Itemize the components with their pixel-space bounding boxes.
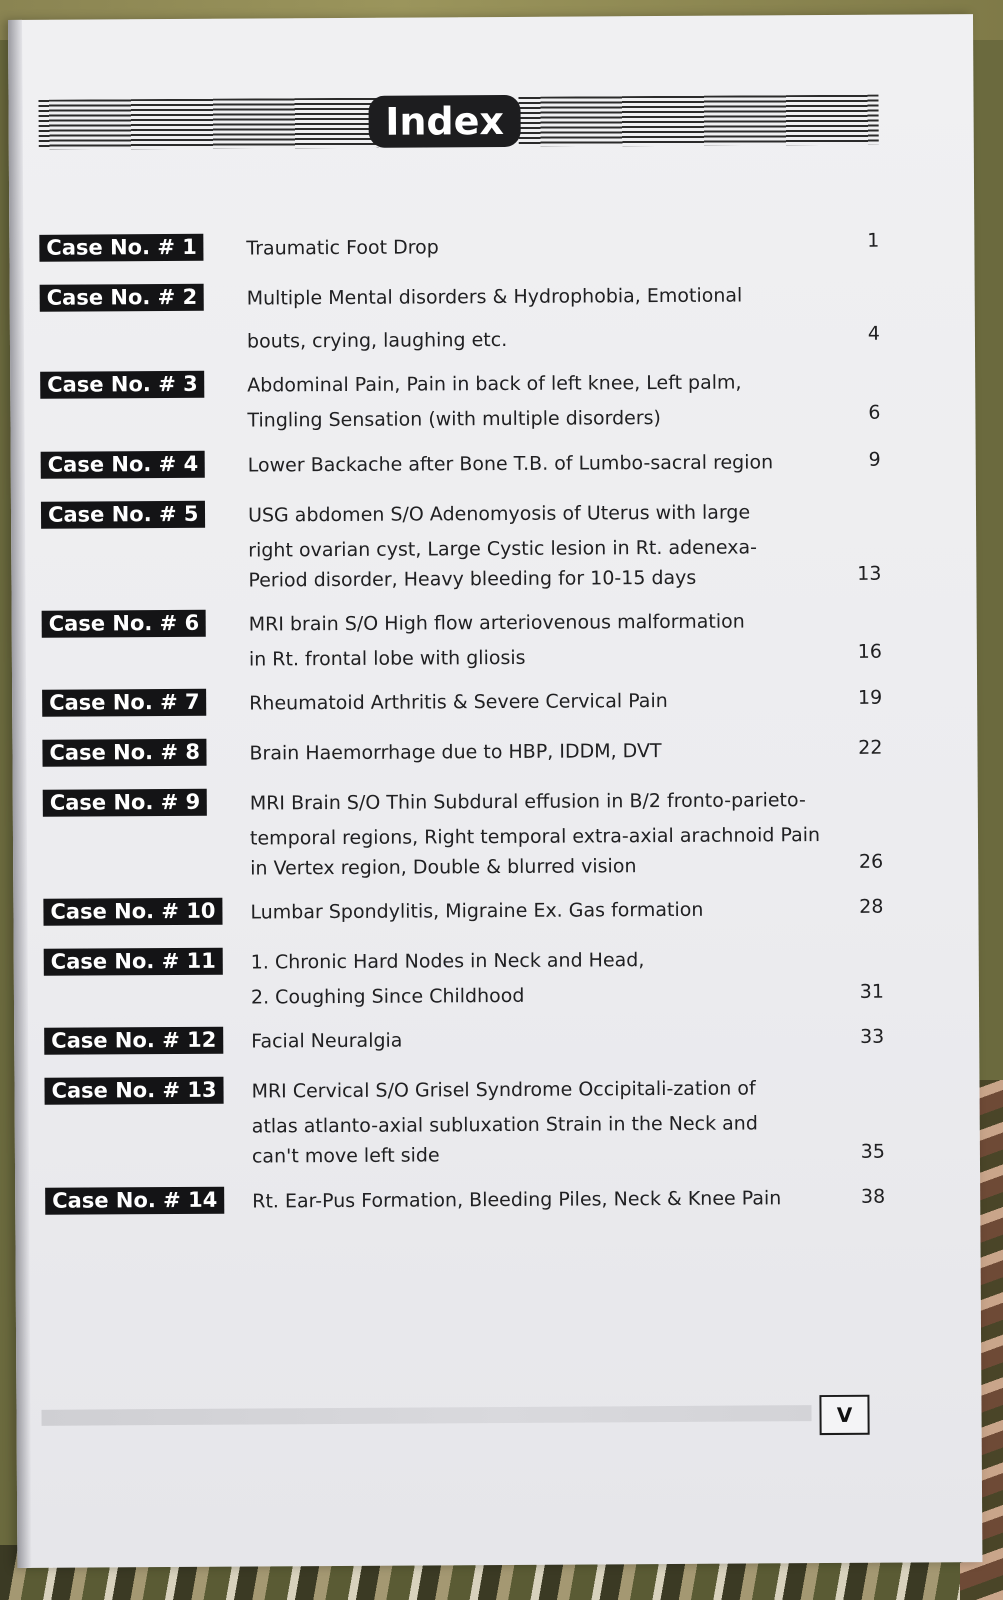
index-entry	[43, 785, 884, 880]
page-number-roman: V	[819, 1395, 869, 1435]
page-number: 33	[859, 1025, 885, 1048]
entry-description	[252, 1185, 782, 1214]
entry-line: Brain Haemorrhage due to HBP, IDDM, DVT	[249, 740, 662, 765]
entry-line: Rt. Ear-Pus Formation, Bleeding Piles, Neck & Knee Pain	[252, 1187, 782, 1213]
index-header	[38, 95, 878, 150]
entry-line: 2. Coughing Since Childhood	[250, 984, 525, 1009]
entry-description	[247, 369, 767, 433]
entry-description	[251, 946, 771, 1010]
entry-description	[250, 896, 770, 925]
page-number: 31	[859, 980, 885, 1003]
entry-line: MRI Cervical S/O Grisel Syndrome Occipitali-zation of	[251, 1077, 756, 1103]
page-title: Index	[368, 95, 520, 148]
entry-description	[246, 232, 766, 261]
index-entry	[42, 606, 882, 671]
index-entry	[44, 1023, 885, 1053]
index-entry	[41, 447, 881, 477]
case-label: Case No. # 10	[43, 898, 222, 926]
page-number: 22	[858, 736, 883, 759]
entry-description	[249, 737, 769, 766]
page-number: 13	[857, 562, 882, 585]
entry-line: Tingling Sensation (with multiple disorders)	[247, 407, 661, 432]
entry-description	[249, 687, 769, 716]
case-label: Case No. # 11	[44, 948, 223, 976]
entry-description	[251, 1025, 771, 1054]
case-label: Case No. # 3	[40, 371, 205, 399]
entry-line: can't move left side	[251, 1144, 440, 1168]
entry-line: 1. Chronic Hard Nodes in Neck and Head,	[250, 949, 645, 974]
index-entry	[40, 367, 881, 432]
entry-line: bouts, crying, laughing etc.	[246, 328, 508, 353]
entry-line: in Rt. frontal lobe with gliosis	[248, 646, 526, 671]
page-number: 4	[867, 322, 880, 345]
entry-description	[249, 608, 769, 672]
page-number: 19	[857, 686, 883, 709]
case-label: Case No. # 14	[45, 1187, 224, 1215]
index-entry	[41, 497, 882, 592]
header-rules-left	[38, 98, 378, 150]
case-label: Case No. # 4	[41, 451, 206, 479]
case-label: Case No. # 8	[42, 739, 207, 767]
case-label: Case No. # 1	[39, 234, 204, 262]
case-label: Case No. # 6	[42, 610, 207, 638]
entry-description	[249, 787, 821, 881]
index-entry	[39, 229, 880, 260]
case-label: Case No. # 9	[43, 789, 208, 817]
entry-description	[247, 282, 767, 354]
entry-line: Lower Backache after Bone T.B. of Lumbo-sacral region	[247, 451, 774, 477]
entry-description	[247, 449, 774, 478]
page-number: 35	[860, 1140, 885, 1163]
entry-line: Multiple Mental disorders & Hydrophobia, Emotional	[246, 284, 743, 310]
entry-line: Period disorder, Heavy bleeding for 10-15 days	[248, 566, 697, 592]
index-entry	[45, 1183, 886, 1213]
case-label: Case No. # 7	[42, 689, 207, 717]
entry-line: Rheumatoid Arthritis & Severe Cervical Pain	[249, 689, 668, 715]
page-number: 26	[858, 850, 884, 873]
index-entry	[40, 280, 880, 353]
page-number: 38	[860, 1185, 886, 1208]
entry-line: MRI brain S/O High flow arteriovenous malformation	[248, 610, 745, 636]
index-entry	[44, 944, 885, 1009]
case-label: Case No. # 13	[44, 1077, 223, 1105]
entry-line: MRI Brain S/O Thin Subdural effusion in B/2 fronto-parieto-	[249, 789, 806, 815]
entry-line: Traumatic Foot Drop	[246, 236, 439, 260]
entry-line: Facial Neuralgia	[251, 1029, 403, 1053]
page-number: 28	[859, 895, 884, 918]
entry-description	[248, 499, 769, 593]
index-entry	[42, 735, 883, 765]
case-label: Case No. # 12	[44, 1027, 223, 1055]
index-entry	[44, 1073, 885, 1168]
case-label: Case No. # 5	[41, 501, 206, 529]
index-entry	[43, 894, 884, 924]
entry-line: atlas atlanto-axial subluxation Strain in the Neck and	[251, 1112, 758, 1138]
book-page	[8, 14, 982, 1568]
page-number: 1	[867, 229, 880, 252]
case-label: Case No. # 2	[40, 284, 205, 312]
entry-line: Lumbar Spondylitis, Migraine Ex. Gas formation	[250, 898, 704, 924]
header-rules-right	[518, 95, 878, 147]
entry-line: Abdominal Pain, Pain in back of left knee, Left palm,	[247, 371, 742, 397]
index-entry	[42, 685, 883, 715]
page-number: 9	[868, 448, 881, 471]
entry-line: in Vertex region, Double & blurred vision	[250, 855, 637, 880]
entry-line: right ovarian cyst, Large Cystic lesion in Rt. adenexa-	[248, 536, 758, 562]
page-number: 16	[857, 640, 882, 663]
entry-line: USG abdomen S/O Adenomyosis of Uterus with large	[247, 501, 751, 527]
page-number: 6	[868, 401, 881, 424]
footer-bar	[41, 1405, 811, 1426]
entry-line: temporal regions, Right temporal extra-axial arachnoid Pain	[249, 824, 821, 850]
entry-description	[251, 1075, 772, 1169]
